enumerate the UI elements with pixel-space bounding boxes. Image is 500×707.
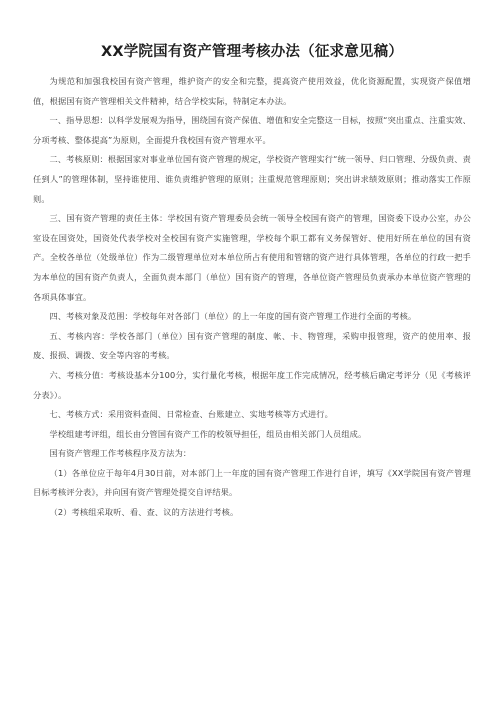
paragraph-preamble: 为规范和加强我校国有资产管理，维护资产的安全和完整，提高资产使用效益，优化资源配置，实现资产保值增值，根据国有资产管理相关文件精神，结合学校实际，特制定本办法。 xyxy=(33,76,471,106)
paragraph-assessment-principles: 二、考核原则：根据国家对事业单位国有资产管理的规定，学校资产管理实行“统一领导、归口管理、分级负责、责任到人”的管理体制，坚持谁使用、谁负责维护管理的原则；注重规范管理原则；突出讲求绩效原则；推动落实工作原则。 xyxy=(33,154,471,204)
paragraph-assessment-method: 七、考核方式：采用资料查阅、日常检查、台账建立、实地考核等方式进行。 xyxy=(49,409,333,420)
paragraph-procedure-step-1: （1）各单位应于每年4月30日前，对本部门上一年度的国有资产管理工作进行自评，填写《XX学院国有资产管理目标考核评分表》，并向国有资产管理处提交自评结果。 xyxy=(33,467,471,498)
paragraph-guiding-ideology: 一、指导思想：以科学发展观为指导，围绕国有资产保值、增值和安全完整这一目标，按照“突出重点、注重实效、分项考核、整体提高”为原则，全面提升我校国有资产管理水平。 xyxy=(33,115,471,145)
paragraph-procedure-intro: 国有资产管理工作考核程序及方法为： xyxy=(49,448,192,459)
paragraph-assessment-content: 五、考核内容：学校各部门（单位）国有资产管理的制度、帐、卡、物管理，采购申报管理，资产的使用率、报废、报损、调拨、安全等内容的考核。 xyxy=(33,330,471,361)
paragraph-assessment-scope: 四、考核对象及范围：学校每年对各部门（单位）的上一年度的国有资产管理工作进行全面的考核。 xyxy=(49,311,417,322)
document-title: XX学院国有资产管理考核办法（征求意见稿） xyxy=(100,44,404,60)
paragraph-assessment-score: 六、考核分值：考核设基本分100分，实行量化考核，根据年度工作完成情况，经考核后确定考评分（见《考核评分表》）。 xyxy=(33,369,471,400)
paragraph-assessment-team: 学校组建考评组，组长由分管国有资产工作的校领导担任，组员由相关部门人员组成。 xyxy=(49,428,367,439)
paragraph-procedure-step-2: （2）考核组采取听、看、查、议的方法进行考核。 xyxy=(49,507,239,518)
paragraph-responsible-entity: 三、国有资产管理的责任主体：学校国有资产管理委员会统一领导全校国有资产的管理，国资委下设办公室，办公室设在国资处，国资处代表学校对全校国有资产实施管理，学校每个职工都有义务保管好、使用好所在单位的国有资产。全校各单位（处级单位）作为二级管理单位对本单位所占有使用和管辖的资产进行具体管理，各单位的行政一把手为本单位的国有资产负责人，全面负责本部门（单位）国有资产的管理，各单位资产管理员负责承办本单位资产管理的各项具体事宜。 xyxy=(33,213,471,302)
